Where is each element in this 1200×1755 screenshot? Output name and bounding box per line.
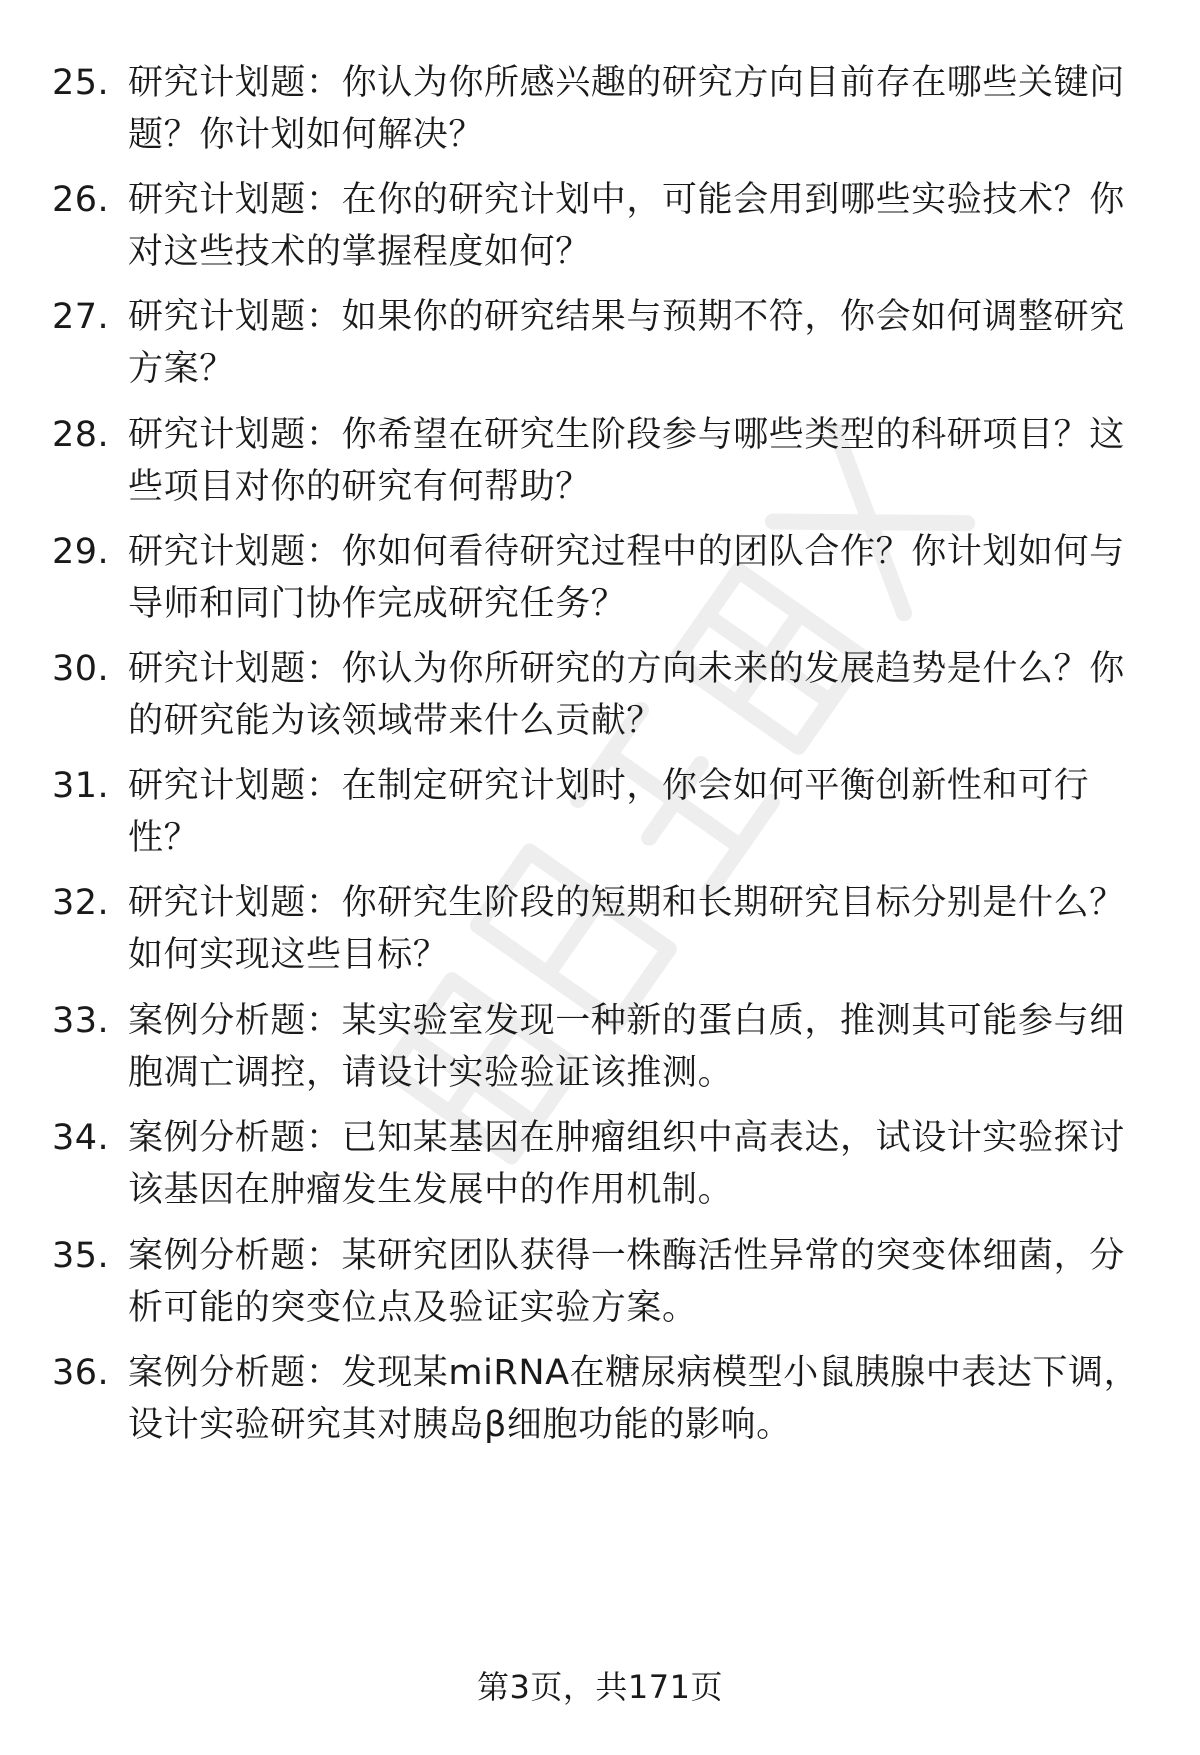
question-line: 研究计划题：在你的研究计划中，可能会用到哪些实验技术？你	[128, 180, 1125, 220]
question-line: 研究计划题：你如何看待研究过程中的团队合作？你计划如何与	[128, 532, 1125, 572]
question-line: 如何实现这些目标？	[128, 935, 449, 975]
question-number: 34.	[52, 1118, 110, 1158]
question-text	[128, 1230, 1148, 1334]
question-number: 35.	[52, 1236, 110, 1276]
question-line: 胞凋亡调控，请设计实验验证该推测。	[128, 1053, 734, 1093]
question-line: 该基因在肿瘤发生发展中的作用机制。	[128, 1170, 734, 1210]
question-number: 36.	[52, 1353, 110, 1393]
question-line: 案例分析题：某研究团队获得一株酶活性异常的突变体细菌，分	[128, 1236, 1125, 1276]
question-text	[128, 57, 1148, 161]
question-number: 32.	[52, 883, 110, 923]
question-line: 的研究能为该领域带来什么贡献？	[128, 701, 663, 741]
page-footer: 第3页，共171页	[477, 1668, 723, 1706]
question-text	[128, 643, 1148, 747]
question-text	[128, 1112, 1148, 1216]
question-text	[128, 877, 1148, 981]
question-line: 研究计划题：你认为你所感兴趣的研究方向目前存在哪些关键问	[128, 63, 1125, 103]
question-text	[128, 995, 1148, 1099]
question-line: 案例分析题：某实验室发现一种新的蛋白质，推测其可能参与细	[128, 1001, 1125, 1041]
question-number: 27.	[52, 297, 110, 337]
question-line: 研究计划题：在制定研究计划时，你会如何平衡创新性和可行	[128, 766, 1090, 806]
question-line: 题？你计划如何解决？	[128, 115, 485, 155]
question-text	[128, 174, 1148, 278]
question-line: 研究计划题：如果你的研究结果与预期不符，你会如何调整研究	[128, 297, 1125, 337]
question-text	[128, 409, 1148, 513]
question-number: 25.	[52, 63, 110, 103]
question-line: 析可能的突变位点及验证实验方案。	[128, 1288, 698, 1328]
question-line: 方案？	[128, 349, 235, 389]
question-text	[128, 1347, 1148, 1451]
question-line: 导师和同门协作完成研究任务？	[128, 584, 627, 624]
question-line: 些项目对你的研究有何帮助？	[128, 467, 591, 507]
question-text	[128, 526, 1148, 630]
question-number: 30.	[52, 649, 110, 689]
question-line: 研究计划题：你希望在研究生阶段参与哪些类型的科研项目？这	[128, 415, 1125, 455]
question-text	[128, 291, 1148, 395]
question-number: 26.	[52, 180, 110, 220]
question-line: 设计实验研究其对胰岛β细胞功能的影响。	[128, 1405, 792, 1445]
question-number: 33.	[52, 1001, 110, 1041]
question-line: 对这些技术的掌握程度如何？	[128, 232, 591, 272]
question-number: 29.	[52, 532, 110, 572]
question-line: 案例分析题：已知某基因在肿瘤组织中高表达，试设计实验探讨	[128, 1118, 1125, 1158]
question-line: 性？	[128, 818, 200, 858]
question-line: 研究计划题：你认为你所研究的方向未来的发展趋势是什么？你	[128, 649, 1125, 689]
question-number: 28.	[52, 415, 110, 455]
question-line: 研究计划题：你研究生阶段的短期和长期研究目标分别是什么？	[128, 883, 1125, 923]
question-line: 案例分析题：发现某miRNA在糖尿病模型小鼠胰腺中表达下调，	[128, 1353, 1140, 1393]
question-number: 31.	[52, 766, 110, 806]
question-text	[128, 760, 1148, 864]
